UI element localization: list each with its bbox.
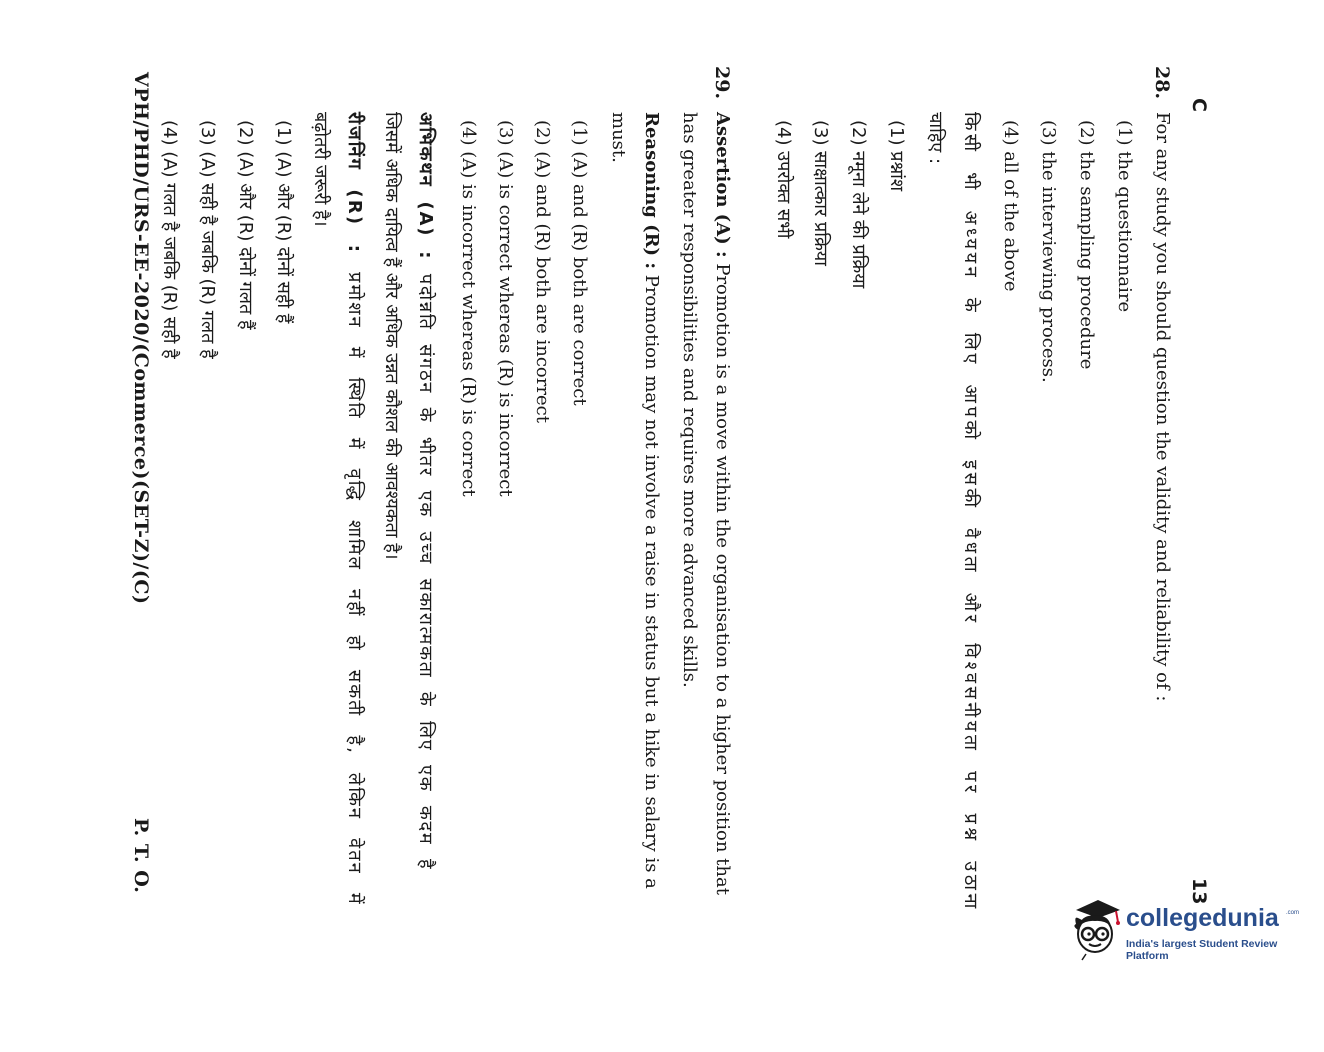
paper-code-footer: VPH/PHD/URS-EE-2020/(Commerce)(SET-Z)/(C) xyxy=(130,72,152,605)
pto-footer: P. T. O. xyxy=(130,818,152,894)
q29-option-2: (2) (A) and (R) both are incorrect xyxy=(532,120,553,423)
q29-hindi-assertion-line-1 xyxy=(414,112,438,870)
q28-hindi-stem-line-2: चाहिए : xyxy=(925,112,946,165)
question-29-number: 29. xyxy=(711,66,733,100)
question-28-number: 28. xyxy=(1151,66,1173,100)
q29-option-3: (3) (A) is correct whereas (R) is incorrect xyxy=(495,120,516,497)
student-mascot-icon xyxy=(1068,896,1124,962)
hindi-reasoning-label: रीजनिंग (R) : xyxy=(344,112,365,255)
q28-hindi-stem-line-1: किसी भी अध्ययन के लिए आपको इसकी वैधता और विश्वसनीयता पर प्रश्न उठाना xyxy=(960,112,981,912)
q29-assertion-line-1 xyxy=(712,112,733,895)
q29-option-4: (4) (A) is incorrect whereas (R) is correct xyxy=(458,120,479,497)
reasoning-text-1: Promotion may not involve a raise in status but a hike in salary is a xyxy=(641,274,662,889)
q29-hindi-option-1: (1) (A) और (R) दोनों सही हैं xyxy=(273,120,294,324)
reasoning-label: Reasoning (R) : xyxy=(641,112,662,269)
hindi-assertion-text-1: पदोन्नति संगठन के भीतर एक उच्च सकारात्मकता के लिए एक कदम है xyxy=(415,273,436,871)
q29-hindi-reasoning-line-2: बढ़ोतरी जरूरी है। xyxy=(310,112,331,227)
q28-hindi-option-1: (1) प्रश्नांश xyxy=(886,120,907,192)
question-28-stem: For any study you should question the validity and reliability of : xyxy=(1152,112,1173,702)
q29-hindi-option-4: (4) (A) गलत है जबकि (R) सही है xyxy=(159,120,180,359)
q28-option-4: (4) all of the above xyxy=(1000,120,1021,292)
page-number: 13 xyxy=(1188,878,1210,905)
q28-hindi-option-4: (4) उपरोक्त सभी xyxy=(773,120,794,239)
q29-hindi-reasoning-line-1 xyxy=(343,112,367,906)
q29-reasoning-line-2: must. xyxy=(608,112,629,163)
set-code: C xyxy=(1188,98,1210,112)
assertion-text-1: Promotion is a move within the organisation to a higher position that xyxy=(712,263,733,895)
q29-hindi-option-3: (3) (A) सही है जबकि (R) गलत है xyxy=(197,120,218,359)
q29-reasoning-line-1 xyxy=(641,112,662,889)
logo-tagline: India's largest Student Review Platform xyxy=(1126,938,1278,962)
q29-hindi-option-2: (2) (A) और (R) दोनों गलत हैं xyxy=(235,120,256,330)
q28-hindi-option-3: (3) साक्षात्कार प्रक्रिया xyxy=(810,120,831,266)
q28-option-1: (1) the questionnaire xyxy=(1114,120,1135,313)
hindi-assertion-label: अभिकथन (A) : xyxy=(415,112,436,261)
collegedunia-logo[interactable] xyxy=(1068,896,1298,962)
rotated-page xyxy=(0,52,1210,1052)
q28-hindi-option-2: (2) नमूना लेने की प्रक्रिया xyxy=(848,120,869,289)
assertion-label: Assertion (A) : xyxy=(712,112,733,258)
q28-option-2: (2) the sampling procedure xyxy=(1076,120,1097,370)
q28-option-3: (3) the interviewing process. xyxy=(1038,120,1059,383)
logo-wordmark: collegedunia xyxy=(1126,904,1279,932)
q29-hindi-assertion-line-2: जिसमें अधिक दायित्व हैं और अधिक उन्नत कौशल की आवश्यकता है। xyxy=(381,112,402,560)
q29-option-1: (1) (A) and (R) both are correct xyxy=(569,120,590,406)
hindi-reasoning-text-1: प्रमोशन में स्थिति में वृद्धि शामिल नहीं हो सकती है, लेकिन वेतन में xyxy=(344,272,365,906)
logo-suffix: .com xyxy=(1286,910,1300,916)
q29-assertion-line-2: has greater responsibilities and requires more advanced skills. xyxy=(679,112,700,688)
